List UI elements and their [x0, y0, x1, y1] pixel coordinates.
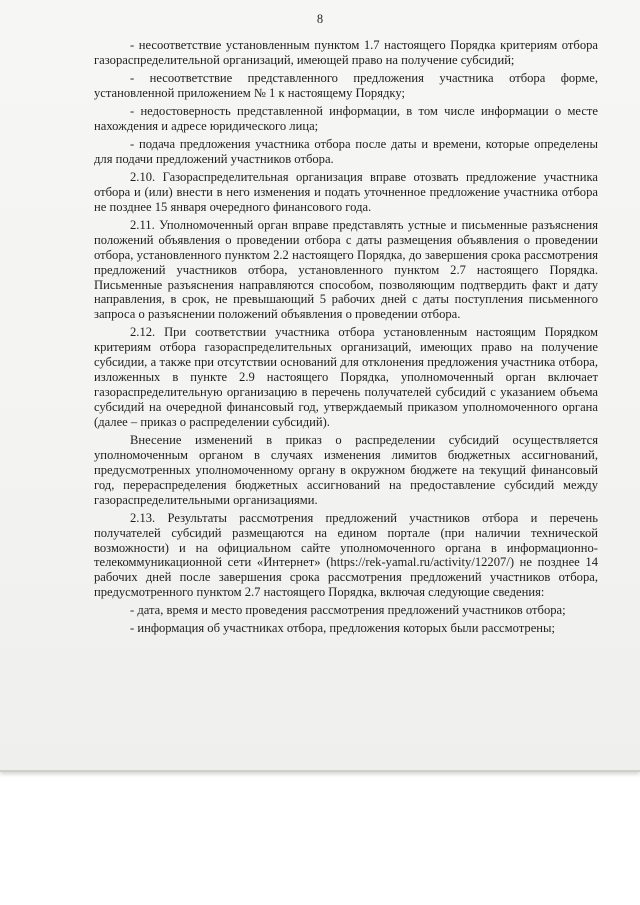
paragraph-amendments: Внесение изменений в приказ о распределении субсидий осуществляется уполномоченным органом в случаях изменения лимитов бюджетных ассигнований, предусмотренных уполномоченному органу в окружном бюджете на текущий финансовый год, перераспределения бюджетных ассигнований на предоставление субсидий между газораспределительными организациями. [94, 432, 598, 507]
paragraph-late-submission: - подача предложения участника отбора после даты и времени, которые определены для подачи предложений участников отбора. [94, 137, 598, 166]
paragraph-2-13: 2.13. Результаты рассмотрения предложений участников отбора и перечень получателей субсидий размещаются на едином портале (при наличии технической возможности) и на официальном сайте уполномоченного органа в информационно-телекоммуникационной сети «Интернет» (https://rek-yamal.ru/activity/12207/) не позднее 14 рабочих дней после завершения срока рассмотрения предложений участников отбора, предусмотренного пунктом 2.7 настоящего Порядка, включая следующие сведения: [94, 510, 598, 600]
paragraph-participants-info: - информация об участниках отбора, предложения которых были рассмотрены; [130, 621, 555, 636]
page-number: 8 [316, 12, 324, 26]
document-body [94, 38, 598, 640]
paragraph-criteria-mismatch: - несоответствие установленным пунктом 1.7 настоящего Порядка критериям отбора газораспределительной организаций, имеющей право на получение субсидий; [94, 38, 598, 67]
paragraph-form-mismatch: - несоответствие представленного предложения участника отбора форме, установленной приложением № 1 к настоящему Порядку; [94, 71, 598, 100]
paragraph-unreliable-info: - недостоверность представленной информации, в том числе информации о месте нахождения и адресе юридического лица; [94, 104, 598, 133]
paragraph-2-11: 2.11. Уполномоченный орган вправе представлять устные и письменные разъяснения положений объявления о проведении отбора с даты размещения объявления о проведении отбора, установленного пунктом 2.2 настоящего Порядка, до завершения срока рассмотрения предложений участников отбора, установленного пунктом 2.7 настоящего Порядка. Письменные разъяснения направляются способом, позволяющим подтвердить факт и дату направления, в срок, не превышающий 5 рабочих дней с даты поступления письменного запроса о разъяснении положений объявления о проведении отбора. [94, 217, 598, 322]
paragraph-2-12: 2.12. При соответствии участника отбора установленным настоящим Порядком критериям отбора газораспределительных организаций, имеющих право на получение субсидии, а также при отсутствии оснований для отклонения предложения участника отбора, изложенных в пункте 2.9 настоящего Порядка, уполномоченный орган включает газораспределительную организацию в перечень получателей субсидий с указанием объема субсидий на очередной финансовый год, утверждаемый приказом уполномоченного органа (далее – приказ о распределении субсидий). [94, 325, 598, 429]
paragraph-2-10: 2.10. Газораспределительная организация вправе отозвать предложение участника отбора и (или) внести в него изменения и подать уточненное предложение участника отбора не позднее 15 января очередного финансового года. [94, 170, 598, 214]
paragraph-date-time-place: - дата, время и место проведения рассмотрения предложений участников отбора; [130, 603, 566, 618]
